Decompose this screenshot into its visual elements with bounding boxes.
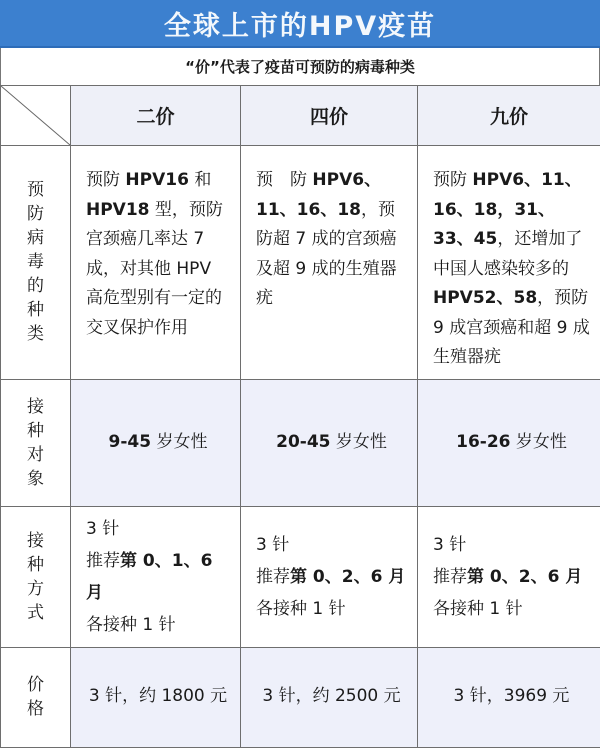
highlighted-text: 9-45 bbox=[109, 432, 152, 452]
target-cell bbox=[71, 379, 241, 506]
text-segment: ，预防 9 成宫颈癌和超 9 成生殖器疣 bbox=[433, 288, 590, 367]
row-label: 接种对象 bbox=[1, 379, 71, 506]
text-segment: 岁女性 bbox=[330, 432, 386, 452]
prevention-cell bbox=[71, 146, 241, 380]
text-segment: ，预防超 7 成的宫颈癌及超 9 成的生殖器疣 bbox=[256, 200, 397, 309]
target-cell bbox=[418, 379, 600, 506]
text-segment: 岁女性 bbox=[151, 432, 207, 452]
table-row-prevention bbox=[1, 146, 600, 380]
recommended-schedule: 推荐第 0、1、6 月 bbox=[86, 545, 230, 609]
text-segment: ，还增加了中国人感染较多的 bbox=[433, 229, 582, 279]
header-row bbox=[1, 86, 600, 146]
table-row-schedule bbox=[1, 506, 600, 647]
subtitle: “价”代表了疫苗可预防的病毒种类 bbox=[0, 48, 600, 85]
text-segment: 型，预防宫颈癌几率达 7 成，对其他 HPV 高危型别有一定的交叉保护作用 bbox=[86, 200, 223, 338]
highlighted-text: 20-45 bbox=[276, 432, 330, 452]
dose-note: 各接种 1 针 bbox=[256, 593, 407, 625]
prevention-cell bbox=[418, 146, 600, 380]
row-label: 价格 bbox=[1, 647, 71, 747]
diagonal-line bbox=[1, 86, 70, 145]
text-segment: 预防 bbox=[86, 170, 125, 190]
column-header-nonavalent: 九价 bbox=[418, 86, 600, 146]
dose-note: 各接种 1 针 bbox=[433, 593, 590, 625]
recommended-schedule: 推荐第 0、2、6 月 bbox=[256, 561, 407, 593]
table-row-price bbox=[1, 647, 600, 747]
row-label: 预防病毒的种类 bbox=[1, 146, 71, 380]
text-segment: 预 防 bbox=[256, 170, 312, 190]
dose-count: 3 针 bbox=[433, 529, 590, 561]
highlighted-text: HPV18 bbox=[86, 200, 150, 220]
page-title: 全球上市的HPV疫苗 bbox=[0, 0, 600, 48]
highlighted-text: HPV6、11、16、18，31、33、45 bbox=[433, 170, 582, 249]
schedule-cell bbox=[241, 506, 418, 647]
highlighted-text: 16-26 bbox=[456, 432, 510, 452]
prevention-cell bbox=[241, 146, 418, 380]
text-segment: 岁女性 bbox=[510, 432, 566, 452]
hpv-vaccine-table bbox=[0, 85, 600, 748]
row-label: 接种方式 bbox=[1, 506, 71, 647]
column-header-quadrivalent: 四价 bbox=[241, 86, 418, 146]
highlighted-text: HPV6、11、16、18 bbox=[256, 170, 381, 220]
text-segment: 和 bbox=[189, 170, 211, 190]
table-row-target bbox=[1, 379, 600, 506]
highlighted-text: HPV52、58 bbox=[433, 288, 537, 308]
dose-count: 3 针 bbox=[86, 513, 230, 545]
dose-count: 3 针 bbox=[256, 529, 407, 561]
dose-note: 各接种 1 针 bbox=[86, 609, 230, 641]
target-cell bbox=[241, 379, 418, 506]
recommended-schedule: 推荐第 0、2、6 月 bbox=[433, 561, 590, 593]
corner-cell bbox=[1, 86, 71, 146]
price-cell: 3 针，约 2500 元 bbox=[241, 647, 418, 747]
highlighted-text: HPV16 bbox=[125, 170, 189, 190]
text-segment: 预防 bbox=[433, 170, 472, 190]
price-cell: 3 针，3969 元 bbox=[418, 647, 600, 747]
schedule-cell bbox=[71, 506, 241, 647]
price-cell: 3 针，约 1800 元 bbox=[71, 647, 241, 747]
column-header-bivalent: 二价 bbox=[71, 86, 241, 146]
schedule-cell bbox=[418, 506, 600, 647]
